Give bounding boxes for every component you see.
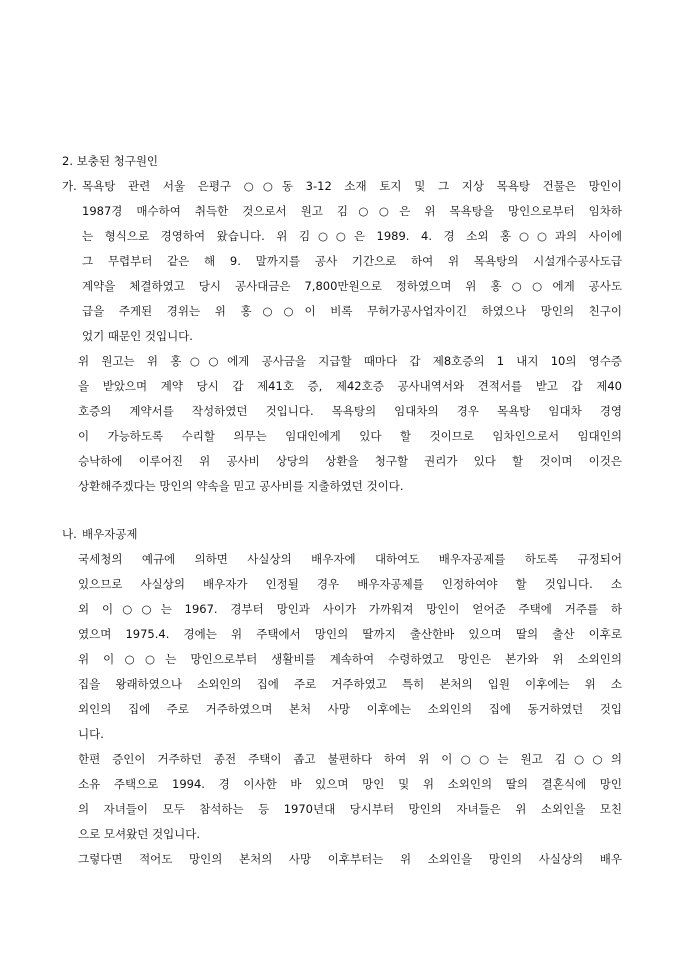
- text-line: 상환해주겠다는 망인의 약속을 믿고 공사비를 지출하였던 것이다.: [78, 479, 404, 493]
- section-na-marker: 나.: [62, 527, 77, 541]
- text-line: 목욕탕 관련 서울 은평구 ○○동 3-12 소재 토지 및 그 지상 목욕탕 건물은 망인이: [82, 179, 622, 193]
- text-line: 급을 주게된 경위는 위 홍○○이 비록 무허가공사업자이긴 하였으나 망인의 친구이: [82, 304, 622, 318]
- text-line: 집을 왕래하였으나 소외인의 집에 주로 거주하였고 특히 본처의 입원 이후에는 위 소: [78, 677, 622, 691]
- text-line: 계약을 체결하였고 당시 공사대금은 7,800만원으로 정하였으며 위 홍○○에게 공사도: [82, 279, 622, 293]
- section-na-title: 배우자공제: [82, 527, 138, 541]
- text-line: 외인의 집에 주로 거주하였으며 본처 사망 이후에는 소외인의 집에 동거하였던 것입: [78, 702, 622, 716]
- text-line: 으로 모셔왔던 것입니다.: [78, 827, 201, 841]
- text-line: 한편 증인이 거주하던 종전 주택이 좁고 불편하다 하여 위 이○○는 원고 김○○의: [78, 752, 622, 766]
- text-line: 을 받았으며 계약 당시 갑 제41호 증, 제42호증 공사내역서와 견적서를 받고 갑 제40: [78, 379, 622, 393]
- text-line: 는 형식으로 경영하여 왔습니다. 위 김○○은 1989. 4. 경 소외 홍○○과의 사이에: [82, 229, 622, 243]
- text-line: 승낙하에 이루어진 위 공사비 상당의 상환을 청구할 권리가 있다 할 것이며 이것은: [78, 454, 622, 468]
- text-line: 그렇다면 적어도 망인의 본처의 사망 이후부터는 위 소외인을 망인의 사실상의 배우: [78, 852, 622, 866]
- text-line: 이 가능하도록 수리할 의무는 임대인에게 있다 할 것이므로 임차인으로서 임대인의: [78, 429, 622, 443]
- text-line: 였으며 1975.4. 경에는 위 주택에서 망인의 딸까지 출산한바 있으며 딸의 출산 이후로: [78, 627, 622, 641]
- text-line: 었기 때문인 것입니다.: [82, 329, 193, 343]
- text-line: 니다.: [78, 727, 104, 741]
- text-line: 있으므로 사실상의 배우자가 인정될 경우 배우자공제를 인정하여야 할 것입니다. 소: [78, 577, 622, 591]
- text-line: 의 자녀들이 모두 참석하는 등 1970년대 당시부터 망인의 자녀들은 위 소외인을 모친: [78, 802, 622, 816]
- text-line: 소유 주택으로 1994. 경 이사한 바 있으며 망인 및 위 소외인의 딸의 결혼식에 망인: [78, 777, 622, 791]
- text-line: 위 이○○는 망인으로부터 생활비를 계속하여 수령하였고 망인은 본가와 위 소외인의: [78, 652, 622, 666]
- section-ga-marker: 가.: [62, 179, 77, 193]
- text-line: 그 무렵부터 같은 해 9. 말까지를 공사 기간으로 하여 위 목욕탕의 시설개수공사도급: [82, 254, 622, 268]
- text-line: 국세청의 예규에 의하면 사실상의 배우자에 대하여도 배우자공제를 하도록 규정되어: [78, 552, 622, 566]
- text-line: 호증의 계약서를 작성하였던 것입니다. 목욕탕의 임대차의 경우 목욕탕 임대차 경영: [78, 404, 622, 418]
- section-heading: 2. 보충된 청구원인: [62, 154, 159, 168]
- text-line: 1987경 매수하여 취득한 것으로서 원고 김○○은 위 목욕탕을 망인으로부터 임차하: [82, 204, 622, 218]
- text-line: 위 원고는 위 홍○○에게 공사금을 지급할 때마다 갑 제8호증의 1 내지 10의 영수증: [78, 354, 622, 368]
- text-line: 외 이○○는 1967. 경부터 망인과 사이가 가까워져 망인이 얻어준 주택에 거주를 하: [78, 602, 622, 616]
